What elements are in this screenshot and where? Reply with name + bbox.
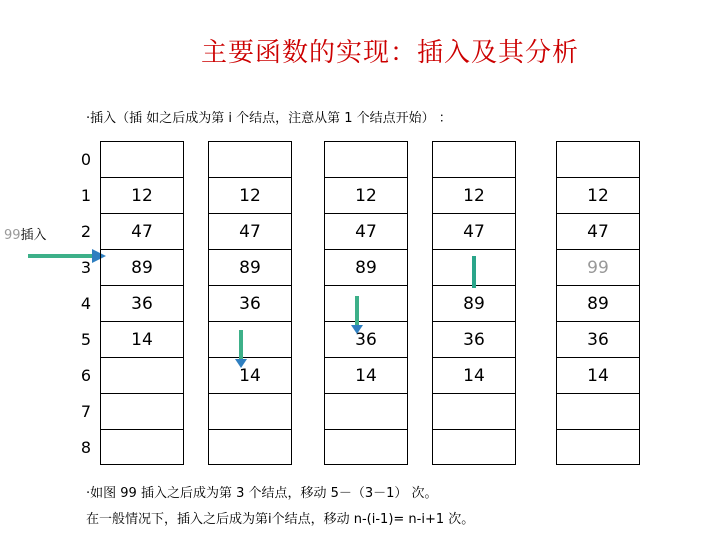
- array-cell: [101, 429, 183, 465]
- array-cell: 12: [325, 177, 407, 213]
- array-cell: 14: [101, 321, 183, 357]
- array-cell: [557, 141, 639, 177]
- index-label: 3: [80, 258, 92, 277]
- array-cell: 36: [325, 321, 407, 357]
- index-label: 0: [80, 150, 92, 169]
- array-cell: [325, 429, 407, 465]
- index-label: 7: [80, 402, 92, 421]
- note-example: ·如图 99 插入之后成为第 3 个结点，移动 5－（3－1） 次。: [86, 486, 438, 501]
- array-cell: 36: [209, 285, 291, 321]
- array-cell: [209, 321, 291, 357]
- insert-text: 插入: [20, 228, 47, 243]
- index-label: 8: [80, 438, 92, 457]
- move-down-arrow-icon: [467, 256, 481, 290]
- note-general: 在一般情况下，插入之后成为第i个结点，移动 n-(i-1)= n-i+1 次。: [86, 512, 475, 527]
- array-column-4: [432, 141, 516, 465]
- array-cell: 89: [557, 285, 639, 321]
- array-cell: 12: [433, 177, 515, 213]
- array-cell: 89: [433, 285, 515, 321]
- array-cell: [209, 393, 291, 429]
- array-cell: 12: [101, 177, 183, 213]
- array-cell: [209, 429, 291, 465]
- array-column-2: [208, 141, 292, 465]
- array-column-1: [100, 141, 184, 465]
- array-cell: [325, 393, 407, 429]
- array-cell: 47: [325, 213, 407, 249]
- array-cell: 47: [433, 213, 515, 249]
- array-cell: 89: [101, 249, 183, 285]
- array-column-5: [556, 141, 640, 465]
- array-cell-inserted: 99: [557, 249, 639, 285]
- page-title: 主要函数的实现：插入及其分析: [200, 38, 579, 68]
- array-cell: 12: [209, 177, 291, 213]
- index-label: 4: [80, 294, 92, 313]
- index-label: 5: [80, 330, 92, 349]
- array-cell: 14: [557, 357, 639, 393]
- array-cell: 14: [325, 357, 407, 393]
- move-down-arrow-icon: [234, 330, 248, 370]
- subtitle: ·插入（插 如之后成为第 i 个结点，注意从第 1 个结点开始） ：: [86, 111, 452, 126]
- index-label: 6: [80, 366, 92, 385]
- array-cell: [325, 285, 407, 321]
- array-cell: 14: [433, 357, 515, 393]
- array-cell: [209, 141, 291, 177]
- insert-label: [4, 224, 47, 243]
- array-cell: [101, 393, 183, 429]
- array-cell: 89: [209, 249, 291, 285]
- insert-arrow-icon: [26, 248, 108, 264]
- array-cell: 36: [433, 321, 515, 357]
- array-cell: [433, 429, 515, 465]
- array-cell: 89: [325, 249, 407, 285]
- array-cell: [433, 141, 515, 177]
- array-cell: 36: [557, 321, 639, 357]
- array-cell: [557, 393, 639, 429]
- array-cell: [101, 141, 183, 177]
- array-cell: [433, 393, 515, 429]
- array-cell: 14: [209, 357, 291, 393]
- array-cell: 12: [557, 177, 639, 213]
- move-down-arrow-icon: [350, 296, 364, 336]
- index-label: 2: [80, 222, 92, 241]
- array-cell: [101, 357, 183, 393]
- array-cell: [325, 141, 407, 177]
- array-cell: 47: [209, 213, 291, 249]
- insert-value: 99: [4, 228, 21, 243]
- array-cell: 47: [557, 213, 639, 249]
- array-column-3: [324, 141, 408, 465]
- index-label: 1: [80, 186, 92, 205]
- array-cell: 36: [101, 285, 183, 321]
- array-cell: [557, 429, 639, 465]
- array-cell: 47: [101, 213, 183, 249]
